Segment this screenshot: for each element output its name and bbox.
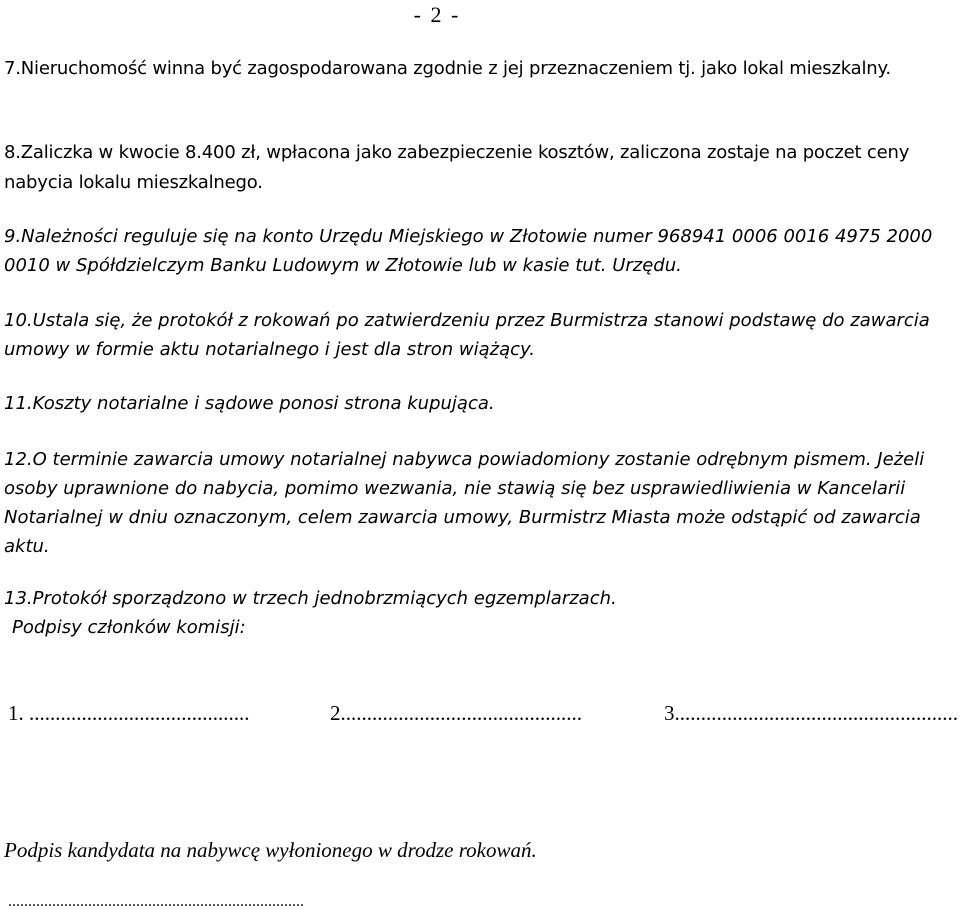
candidate-signature-line: .......................................................................... — [8, 893, 304, 910]
paragraph-9 — [4, 222, 954, 280]
signatures-label — [12, 613, 960, 642]
paragraph-8-text: 8.Zaliczka w kwocie 8.400 zł, wpłacona jako zabezpieczenie kosztów, zaliczona zostaje na poczet ceny nabycia lokalu mieszkalnego. — [4, 142, 910, 193]
paragraph-13-text: 13.Protokół sporządzono w trzech jednobrzmiących egzemplarzach. — [4, 588, 617, 609]
paragraph-10-text: 10.Ustala się, że protokół z rokowań po zatwierdzeniu przez Burmistrza stanowi podstawę do zawarcia umowy w formie aktu notarialnego i jest dla stron wiążący. — [4, 310, 930, 360]
paragraph-10 — [4, 306, 954, 364]
paragraph-12-text: 12.O terminie zawarcia umowy notarialnej nabywca powiadomiony zostanie odrębnym pismem. Jeżeli osoby uprawnione do nabycia, pomimo wezwania, nie stawią się bez usprawiedliwienia w Kancelarii Notarialnej w dniu oznaczonym, celem zawarcia umowy, Burmistrz Miasta może odstąpić od zawarcia aktu. — [4, 449, 925, 557]
paragraph-7-text: 7.Nieruchomość winna być zagospodarowana zgodnie z jej przeznaczeniem tj. jako lokal mieszkalny. — [4, 58, 891, 79]
signature-line-1: 1. .......................................... — [8, 701, 250, 725]
page-number: - 2 - — [413, 2, 461, 27]
paragraph-11-text: 11.Koszty notarialne i sądowe ponosi strona kupująca. — [4, 393, 495, 414]
signatures-label-text: Podpisy członków komisji: — [12, 617, 246, 638]
signature-line-2: 2.............................................. — [330, 701, 582, 725]
paragraph-7 — [4, 54, 954, 84]
paragraph-8 — [4, 138, 954, 198]
signature-line-3: 3...................................................... — [664, 701, 958, 725]
paragraph-12 — [4, 445, 954, 561]
paragraph-11 — [4, 389, 954, 418]
candidate-signature-label: Podpis kandydata na nabywcę wyłonionego w drodze rokowań. — [4, 838, 537, 862]
paragraph-13 — [4, 584, 954, 613]
paragraph-9-text: 9.Należności reguluje się na konto Urzędu Miejskiego w Złotowie numer 968941 0006 0016 4975 2000 0010 w Spółdzielczym Banku Ludowym w Złotowie lub w kasie tut. Urzędu. — [4, 226, 933, 276]
